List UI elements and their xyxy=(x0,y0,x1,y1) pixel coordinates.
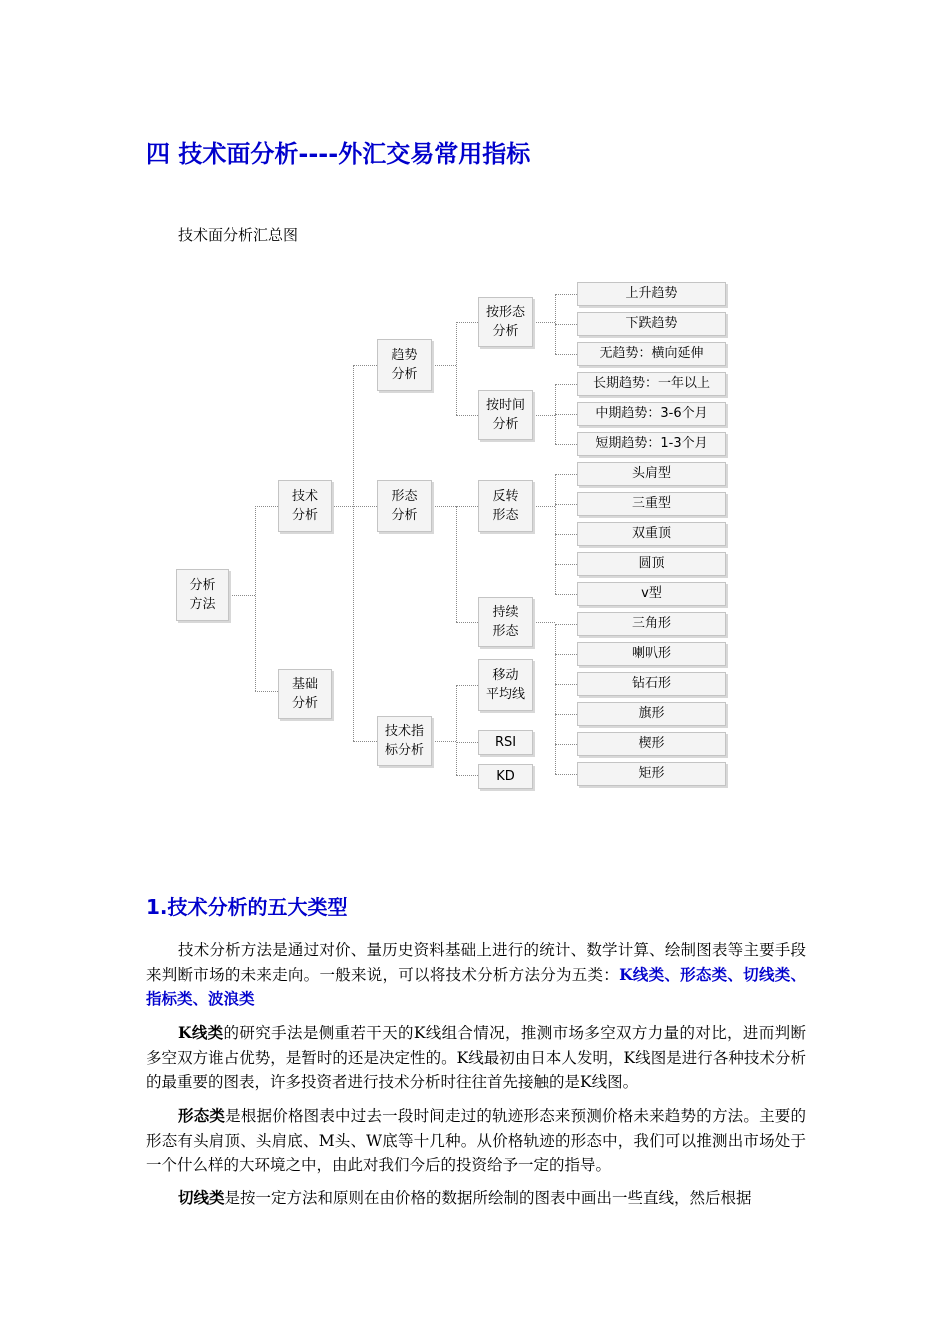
connector xyxy=(555,624,577,625)
connector xyxy=(229,595,255,596)
section-heading: 四 技术面分析----外汇交易常用指标 xyxy=(146,140,531,168)
connector xyxy=(456,742,478,743)
leaf-rectangle: 矩形 xyxy=(577,762,726,786)
leaf-uptrend: 上升趋势 xyxy=(577,282,726,306)
highlight-five-types: K线类、形态类、切线类、指标类、波浪类 xyxy=(146,964,806,1008)
connector xyxy=(432,365,456,366)
connector xyxy=(432,506,456,507)
leaf-v-shape: v型 xyxy=(577,582,726,606)
term-trendline: 切线类 xyxy=(178,1188,225,1207)
subsection-title: 1.技术分析的五大类型 xyxy=(146,895,348,919)
connector xyxy=(255,506,278,507)
connector xyxy=(555,324,577,325)
connector xyxy=(555,714,577,715)
connector xyxy=(456,685,478,686)
connector xyxy=(555,504,577,505)
connector xyxy=(533,322,555,323)
connector xyxy=(456,506,478,507)
node-moving-average: 移动 平均线 xyxy=(478,659,533,711)
connector xyxy=(555,414,577,415)
term-kline: K线类 xyxy=(178,1023,224,1042)
connector xyxy=(555,564,577,565)
node-analysis-method: 分析 方法 xyxy=(176,569,229,621)
leaf-double-top: 双重顶 xyxy=(577,522,726,546)
connector xyxy=(255,506,256,691)
connector xyxy=(555,354,577,355)
connector xyxy=(456,622,478,623)
connector xyxy=(353,506,377,507)
connector xyxy=(353,365,354,741)
node-fundamental-analysis: 基础 分析 xyxy=(278,669,332,719)
node-continuation: 持续 形态 xyxy=(478,597,533,647)
node-reversal: 反转 形态 xyxy=(478,480,533,532)
connector xyxy=(533,506,555,507)
connector xyxy=(555,294,577,295)
connector xyxy=(555,474,577,475)
leaf-flag: 旗形 xyxy=(577,702,726,726)
connector xyxy=(353,365,377,366)
connector xyxy=(353,741,377,742)
leaf-round-top: 圆顶 xyxy=(577,552,726,576)
connector xyxy=(555,684,577,685)
node-technical-analysis: 技术 分析 xyxy=(278,480,332,532)
connector xyxy=(555,624,556,774)
leaf-broadening: 喇叭形 xyxy=(577,642,726,666)
leaf-triple: 三重型 xyxy=(577,492,726,516)
connector xyxy=(456,506,457,622)
connector xyxy=(456,415,478,416)
connector xyxy=(555,594,577,595)
paragraph-pattern: 形态类是根据价格图表中过去一段时间走过的轨迹形态来预测价格未来趋势的方法。主要的形态有头肩顶、头肩底、M头、W底等十几种。从价格轨迹的形态中，我们可以推测出市场处于一个什么样的大环境之中，由此对我们今后的投资给予一定的指导。 xyxy=(146,1106,806,1174)
leaf-head-shoulders: 头肩型 xyxy=(577,462,726,486)
leaf-wedge: 楔形 xyxy=(577,732,726,756)
node-kd: KD xyxy=(478,764,533,789)
connector xyxy=(432,741,456,742)
node-by-shape: 按形态 分析 xyxy=(478,297,533,347)
node-rsi: RSI xyxy=(478,730,533,755)
connector xyxy=(456,685,457,775)
leaf-short-term: 短期趋势：1-3个月 xyxy=(577,432,726,456)
connector xyxy=(332,506,353,507)
node-pattern-analysis: 形态 分析 xyxy=(377,480,432,532)
leaf-downtrend: 下跌趋势 xyxy=(577,312,726,336)
connector xyxy=(456,322,478,323)
connector xyxy=(555,774,577,775)
leaf-mid-term: 中期趋势：3-6个月 xyxy=(577,402,726,426)
connector xyxy=(456,775,478,776)
technical-analysis-tree-diagram xyxy=(170,275,735,800)
connector xyxy=(555,444,577,445)
term-pattern: 形态类 xyxy=(178,1106,226,1125)
leaf-long-term: 长期趋势：一年以上 xyxy=(577,372,726,396)
leaf-diamond: 钻石形 xyxy=(577,672,726,696)
connector xyxy=(255,691,278,692)
connector xyxy=(555,654,577,655)
connector xyxy=(555,534,577,535)
figure-caption: 技术面分析汇总图 xyxy=(178,226,299,244)
paragraph-intro: 技术分析方法是通过对价、量历史资料基础上进行的统计、数学计算、绘制图表等主要手段来判断市场的未来走向。一般来说，可以将技术分析方法分为五类：K线类、形态类、切线类、指标类、波浪类 xyxy=(146,941,806,1008)
node-trend-analysis: 趋势 分析 xyxy=(377,339,432,391)
connector xyxy=(456,322,457,415)
connector xyxy=(555,744,577,745)
paragraph-trendline: 切线类是按一定方法和原则在由价格的数据所绘制的图表中画出一些直线，然后根据 xyxy=(178,1188,752,1207)
leaf-no-trend: 无趋势：横向延伸 xyxy=(577,342,726,366)
leaf-triangle: 三角形 xyxy=(577,612,726,636)
paragraph-kline: K线类的研究手法是侧重若干天的K线组合情况，推测市场多空双方力量的对比，进而判断多空双方谁占优势，是暂时的还是决定性的。K线最初由日本人发明，K线图是进行各种技术分析的最重要的图表，许多投资者进行技术分析时往往首先接触的是K线图。 xyxy=(146,1023,806,1091)
connector xyxy=(555,384,577,385)
connector xyxy=(533,622,555,623)
node-indicator-analysis: 技术指 标分析 xyxy=(377,716,432,766)
node-by-time: 按时间 分析 xyxy=(478,390,533,440)
connector xyxy=(533,415,555,416)
